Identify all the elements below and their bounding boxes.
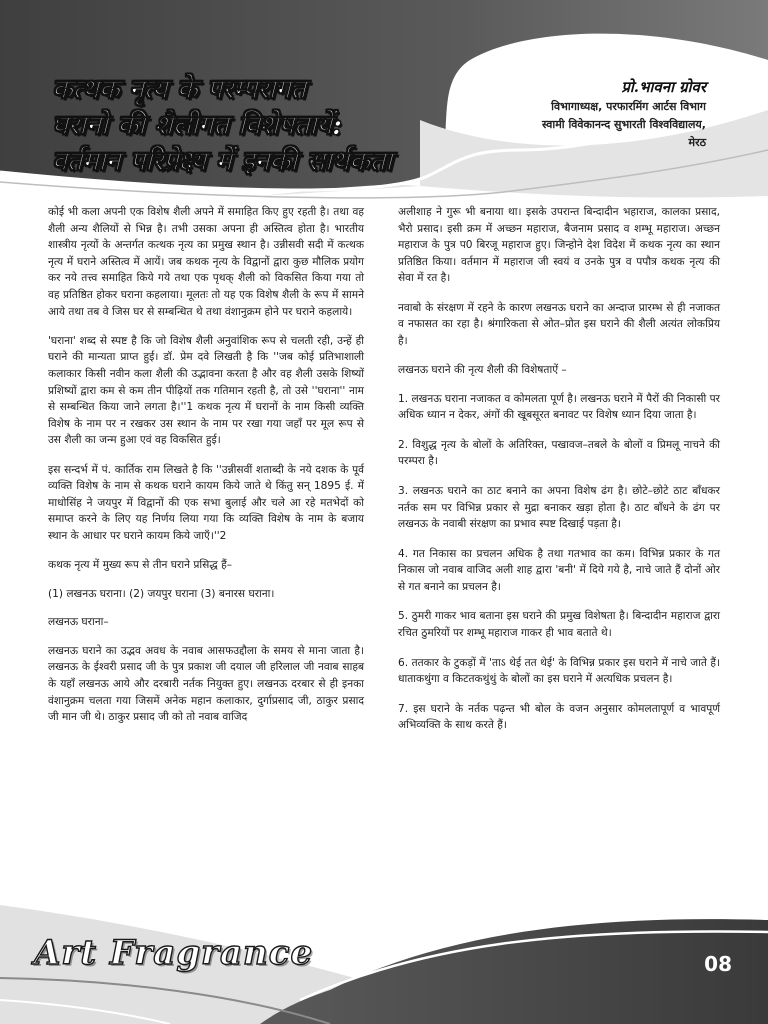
article-title (52, 72, 482, 180)
section-heading: लखनऊ घराने की नृत्य शैली की विशेषताऐं – (398, 363, 567, 376)
author-affiliation-line: विभागाध्यक्ष, परफारमिंग आर्टस विभाग (551, 100, 706, 113)
list-item: 3. लखनऊ घराने का ठाट बनाने का अपना विशेष ढंग है। छोटे–छोटे ठाट बाँधकर नर्तक सम पर विभिन्न प्रकार से मुद्रा बनाकर खड़ा होता है। ठाट बाँधने के ढंग पर लखनऊ के नवाबी संरक्षण का प्रभाव स्पष्ट दिखाई पड़ता है। (398, 484, 720, 531)
list-item: 7. इस घराने के नर्तक पढ़न्त भी बोल के वजन अनुसार कोमलतापूर्ण व भावपूर्ण अभिव्यक्ति के साथ करते हैं। (398, 702, 720, 732)
paragraph: नवाबो के संरक्षण में रहने के कारण लखनऊ घराने का अन्दाज प्रारम्भ से ही नजाकत व नफासत का रहा है। श्रंगारिकता से ओत–प्रोत इस घराने की शैली अत्यंत लोकप्रिय है। (398, 301, 720, 347)
list-item: 5. ठुमरी गाकर भाव बताना इस घराने की प्रमुख विशेषता है। बिन्दादीन महाराज द्वारा रचित ठुमरियों पर शम्भू महाराज गाकर ही भाव बताते थे। (398, 610, 720, 640)
title-line: वर्तमान परिप्रेक्ष्य में इनकी सार्थकता (52, 146, 393, 177)
paragraph: (1) लखनऊ घराना। (2) जयपुर घराना (3) बनारस घराना। (48, 587, 275, 600)
right-text-column (398, 204, 720, 747)
page-number: 08 (704, 952, 732, 976)
list-item: 4. गत निकास का प्रचलन अधिक है तथा गतभाव का कम। विभिन्न प्रकार के गत निकास जो नवाब वाजिद अली शाह द्वारा 'बनी' में दिये गये है, नाचे जाते हैं दोनों ओर से गत बनाने का प्रचलन है। (398, 547, 720, 593)
paragraph: 'घराना' शब्द से स्पष्ट है कि जो विशेष शैली अनुवांशिक रूप से चलती रही, उन्हें ही घराने की मान्यता प्राप्त हुई। डॉ. प्रेम दवे लिखती है कि ''जब कोई प्रतिभाशाली कलाकार किसी नवीन कला शैली की उद्भावना करता है और वह शैली उसके शिष्यों प्रशिष्यों द्वारा कम से कम तीन पीढ़ियों तक गतिमान रहती है, तो उसे ''घराना'' नाम से सम्बन्धित किया जाने लगता है।''1 कथक नृत्य में घरानों के नाम किसी व्यक्ति विशेष के नाम पर न रखकर उस स्थान के नाम पर रखा गया जहाँ पर मूल रूप से उस शैली का जन्म हुआ एवं वह विकसित हुई। (48, 334, 364, 447)
paragraph: इस सन्दर्भ में पं. कार्तिक राम लिखते है कि ''उन्नीसवीं शताब्दी के नये दशक के पूर्व व्यक्ति विशेष के नाम से कथक घराने कायम किये जाते थे किंतु सन् 1895 ई. में माधोसिंह ने जयपुर में विद्वानों की एक सभा बुलाई और चले आ रहे मतभेदों को समाप्त करने के लिए यह निर्णय लिया गया कि व्यक्ति विशेष के नाम के बजाय स्थान के आधार पर घराने कायम किये जाएँ।''2 (48, 463, 364, 542)
section-heading: लखनऊ घराना– (48, 616, 109, 629)
author-affiliation-line: मेरठ (688, 136, 706, 149)
left-text-column (48, 204, 364, 738)
author-affiliation-line: स्वामी विवेकानन्द सुभारती विश्वविद्यालय, (541, 118, 706, 131)
list-item: 2. विशुद्ध नृत्य के बोलों के अतिरिक्त, पखावज–तबले के बोलों व प्रिमलू नाचने की परम्परा है। (398, 438, 720, 468)
author-name: प्रो.भावना ग्रोवर (621, 78, 706, 96)
list-item: 6. ततकार के टुकड़ों में 'ताऽ थेई तत थेई' के विभिन्न प्रकार इस घराने में नाचे जाते हैं। धाताकथुंगा व किटतकथुंथुं के बोलों का इस घराने में अत्यधिक प्रचलन है। (398, 656, 720, 686)
author-block (446, 76, 706, 152)
paragraph: कोई भी कला अपनी एक विशेष शैली अपने में समाहित किए हुए रहती है। तथा वह शैली अन्य शैलियों से भिन्न है। तभी उसका अपना ही अस्तित्व होता है। भारतीय शास्त्रीय नृत्यों के अन्तर्गत कत्थक नृत्य का प्रमुख स्थान है। उन्नीसवी सदी में कत्थक नृत्य में घराने अस्तित्व में आयें। जब कथक नृत्य के विद्वानों द्वारा कुछ मौलिक प्रयोग कर नये तत्त्व समाहित किये गये तथा एक पृथक् शैली को विकसित किया गया तो वह प्रतिष्ठित होकर घराना कहलाया। मूलतः तो यह एक विशेष शैली के रूप में सामने आये तथा तब वे जिस घर से सम्बन्धित थे तथा वंशानुक्रम होने पर घराने कहलाये। (48, 206, 364, 318)
paragraph: अलीशाह ने गुरू भी बनाया था। इसके उपरान्त बिन्दादीन भहाराज, कालका प्रसाद, भैरो प्रसाद। इसी क्रम में अच्छन महाराज, बैजनाम प्रसाद व शम्भू महाराज। अच्छन महाराज के पुत्र प0 बिरजू महाराज हुए। जिन्होने देश विदेश में कथक नृत्य का स्थान प्रतिष्ठित किया। वर्तमान में महाराज जी स्वयं व उनके पुत्र व पपौत्र कथक नृत्य की सेवा में रत है। (398, 206, 720, 285)
bottom-banner-dark (260, 919, 768, 1024)
brand-logo-text: Art Fragrance (34, 933, 314, 973)
title-line: कत्थक नृत्य के परम्परागत (52, 74, 306, 105)
paragraph: कथक नृत्य में मुख्य रूप से तीन घराने प्रसिद्ध हैं– (48, 559, 233, 572)
title-line: घरानो की शैलीगत विशेषतायें: (52, 110, 343, 141)
list-item: 1. लखनऊ घराना नजाकत व कोमलता पूर्ण है। लखनऊ घराने में पैरों की निकासी पर अधिक ध्यान न देकर, अंगों की खूबसूरत बनावट पर विशेष ध्यान दिया जाता है। (398, 392, 720, 422)
paragraph: लखनऊ घराने का उद्भव अवध के नवाब आसफउद्दौला के समय से माना जाता है। लखनऊ के ईश्वरी प्रसाद जी के पुत्र प्रकाश जी दयाल जी हरिलाल जी नवाब साहब के यहाँ लखनऊ आये और दरबारी नर्तक नियुक्त हुए। लखनऊ दरबार से ही इनका वंशानुक्रम चलता गया जिसमें अनेक महान कलाकार, दुर्गाप्रसाद जी, ठाकुर प्रसाद जी मान जी थे। ठाकुर प्रसाद जी को तो नवाब वाजिद (48, 644, 364, 724)
